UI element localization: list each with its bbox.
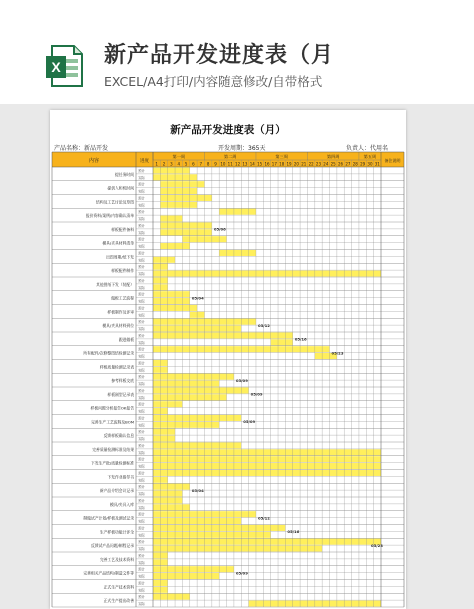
task-name: 跟进做板 xyxy=(118,336,134,342)
plan-bar xyxy=(160,195,211,201)
day-number: 13 xyxy=(242,161,248,167)
day-number: 16 xyxy=(264,161,270,167)
actual-bar xyxy=(160,229,211,235)
actual-label: 实际 xyxy=(138,272,145,277)
plan-label: 预计 xyxy=(138,168,145,173)
task-name: 模具/夹具材料清单 xyxy=(102,240,134,246)
actual-label: 实际 xyxy=(138,450,145,455)
actual-label: 实际 xyxy=(138,560,145,565)
day-number: 17 xyxy=(271,161,277,167)
plan-label: 预计 xyxy=(138,388,145,393)
day-number: 20 xyxy=(293,161,299,167)
plan-label: 预计 xyxy=(138,416,145,421)
column-header-notes: 备注说明 xyxy=(384,158,401,163)
day-number: 27 xyxy=(345,161,351,167)
task-name: 正式生产提出改善 xyxy=(103,598,134,604)
owner-label: 负责人： xyxy=(346,145,371,152)
actual-bar xyxy=(160,216,182,222)
actual-label: 实际 xyxy=(138,505,145,510)
actual-bar xyxy=(153,422,219,428)
plan-bar xyxy=(153,374,234,380)
plan-label: 预计 xyxy=(138,292,145,297)
week-label: 第四周 xyxy=(326,154,340,159)
day-number: 12 xyxy=(235,161,241,167)
day-number: 10 xyxy=(220,161,226,167)
actual-bar xyxy=(153,504,190,510)
period-value: 365天 xyxy=(248,145,266,152)
gantt-grid xyxy=(50,110,406,609)
actual-label: 实际 xyxy=(138,602,145,607)
milestone-date: 05/12 xyxy=(257,515,270,521)
milestone-date: 05/23 xyxy=(371,542,383,548)
actual-label: 实际 xyxy=(138,492,145,497)
actual-bar xyxy=(153,463,381,469)
plan-label: 预计 xyxy=(138,237,145,242)
day-number: 7 xyxy=(199,161,203,167)
plan-bar xyxy=(153,456,381,462)
actual-label: 实际 xyxy=(138,313,145,318)
plan-bar xyxy=(160,222,211,228)
task-name: 参考样板交底 xyxy=(111,378,134,384)
milestone-date: 05/04 xyxy=(191,487,204,493)
plan-label: 预计 xyxy=(138,223,145,228)
plan-label: 预计 xyxy=(138,498,145,503)
milestone-date: 05/23 xyxy=(331,350,344,356)
day-number: 6 xyxy=(192,161,195,167)
actual-label: 实际 xyxy=(138,217,145,222)
actual-label: 实际 xyxy=(138,340,145,345)
task-name: 模具/夹具材料到位 xyxy=(102,323,134,329)
task-name: 完善质量检测标准及结果 xyxy=(92,446,134,452)
day-number: 28 xyxy=(352,161,358,167)
plan-label: 预计 xyxy=(138,581,145,586)
plan-label: 预计 xyxy=(138,375,145,380)
plan-label: 预计 xyxy=(138,278,145,283)
plan-label: 预计 xyxy=(138,333,145,338)
plan-label: 预计 xyxy=(138,553,145,558)
plan-label: 预计 xyxy=(138,485,145,490)
plan-bar xyxy=(153,594,190,600)
plan-label: 预计 xyxy=(138,182,145,187)
milestone-date: 05/16 xyxy=(287,529,300,535)
plan-label: 预计 xyxy=(138,595,145,600)
actual-label: 实际 xyxy=(138,354,145,359)
column-header-content: 内容 xyxy=(88,158,100,164)
actual-bar xyxy=(153,381,219,387)
day-number: 14 xyxy=(249,161,255,167)
task-name: 出图周期/纸下发 xyxy=(106,254,134,260)
task-name: 做板工艺流程 xyxy=(111,295,134,301)
product-label: 产品名称： xyxy=(54,145,85,152)
plan-label: 预计 xyxy=(138,320,145,325)
day-number: 18 xyxy=(279,161,285,167)
plan-label: 预计 xyxy=(138,430,145,435)
task-name: 所有配件/次修整图结检测记录 xyxy=(83,350,134,356)
plan-bar xyxy=(153,539,381,545)
actual-label: 实际 xyxy=(138,588,145,593)
plan-label: 预计 xyxy=(138,540,145,545)
plan-label: 预计 xyxy=(138,265,145,270)
plan-label: 预计 xyxy=(138,402,145,407)
actual-label: 实际 xyxy=(138,368,145,373)
day-number: 4 xyxy=(177,161,181,167)
day-number: 3 xyxy=(170,161,173,167)
actual-bar xyxy=(153,271,381,277)
plan-label: 预计 xyxy=(138,361,145,366)
week-label: 第二周 xyxy=(223,154,237,159)
plan-bar xyxy=(153,470,381,476)
milestone-date: 05/09 xyxy=(235,377,248,383)
task-name: 提供人和机时间 xyxy=(107,185,134,191)
plan-bar xyxy=(219,250,256,256)
task-name: 反馈试产品问题/制程记录 xyxy=(90,543,134,549)
plan-label: 预计 xyxy=(138,306,145,311)
milestone-date: 05/16 xyxy=(294,336,307,342)
actual-label: 实际 xyxy=(138,547,145,552)
actual-label: 实际 xyxy=(138,395,145,400)
task-name: 下发作业指导书 xyxy=(107,474,134,480)
task-name: 反馈样板确认信息 xyxy=(103,433,134,439)
actual-label: 实际 xyxy=(138,533,145,538)
plan-label: 预计 xyxy=(138,251,145,256)
day-number: 31 xyxy=(374,161,380,167)
task-name: 下发生产批/质量检测标准 xyxy=(90,460,134,466)
day-number: 19 xyxy=(286,161,292,167)
week-label: 第三周 xyxy=(275,154,288,159)
day-number: 2 xyxy=(162,161,166,167)
actual-label: 实际 xyxy=(138,203,145,208)
task-name: 样板制作及评审 xyxy=(107,309,134,315)
actual-label: 实际 xyxy=(138,437,145,442)
day-number: 24 xyxy=(323,161,329,167)
actual-bar xyxy=(153,573,219,579)
task-name: 样板配件备料 xyxy=(111,226,134,232)
milestone-date: 05/09 xyxy=(235,570,248,576)
owner-name: 代用名 xyxy=(370,145,389,152)
task-name: 完善生产工艺流程及BOM xyxy=(91,419,134,425)
actual-label: 实际 xyxy=(138,327,145,332)
task-name: 生产样板功能计评全 xyxy=(99,529,134,535)
period-label: 开发周期： xyxy=(218,145,249,152)
milestone-date: 05/09 xyxy=(243,419,256,425)
plan-label: 预计 xyxy=(138,347,145,352)
plan-bar xyxy=(153,332,293,338)
task-name: 报价资料/案例/内容确认清单 xyxy=(85,213,134,219)
task-name: 完善相关产品结构/制造文件等 xyxy=(83,570,134,576)
plan-label: 预计 xyxy=(138,443,145,448)
day-number: 23 xyxy=(315,161,322,167)
plan-label: 预计 xyxy=(138,457,145,462)
day-number: 29 xyxy=(360,161,366,167)
template-title: 新产品开发进度表（月 xyxy=(104,43,335,68)
day-number: 26 xyxy=(338,161,344,167)
actual-label: 实际 xyxy=(138,574,145,579)
actual-bar xyxy=(153,298,190,304)
actual-bar xyxy=(153,449,381,455)
actual-label: 实际 xyxy=(138,464,145,469)
actual-label: 实际 xyxy=(138,299,145,304)
task-name: 其他图纸下发（装配） xyxy=(96,281,134,287)
task-name: 制做试产计划/样板及测试记录 xyxy=(83,515,134,521)
day-number: 9 xyxy=(214,161,217,167)
product-name: 新品开发 xyxy=(84,145,109,152)
column-header-progress: 进度 xyxy=(140,159,149,164)
day-number: 21 xyxy=(301,161,307,167)
actual-label: 实际 xyxy=(138,244,145,249)
spreadsheet-preview[interactable] xyxy=(50,110,406,609)
week-label: 第五周 xyxy=(363,154,377,159)
week-label: 第一周 xyxy=(172,154,186,159)
actual-bar xyxy=(160,188,197,194)
milestone-date: 05/04 xyxy=(191,295,204,301)
plan-bar xyxy=(153,387,249,393)
task-name: 样板质量检测记录表 xyxy=(99,364,134,370)
actual-bar xyxy=(153,546,322,552)
plan-label: 预计 xyxy=(138,471,145,476)
plan-bar xyxy=(153,429,175,435)
plan-bar xyxy=(153,484,190,490)
day-number: 8 xyxy=(206,161,210,167)
excel-icon-letter: X xyxy=(51,59,61,75)
actual-label: 实际 xyxy=(138,285,145,290)
task-name: 模具/夹具入库 xyxy=(109,501,134,507)
actual-label: 实际 xyxy=(138,519,145,524)
actual-bar xyxy=(153,257,175,263)
milestone-date: 05/06 xyxy=(213,226,226,232)
template-header xyxy=(0,0,474,104)
task-name: 样板刚型记录表 xyxy=(107,391,134,397)
plan-label: 预计 xyxy=(138,526,145,531)
plan-label: 预计 xyxy=(138,210,145,215)
plan-label: 预计 xyxy=(138,196,145,201)
sheet-title: 新产品开发进度表（月） xyxy=(170,124,286,136)
day-number: 5 xyxy=(184,161,188,167)
actual-label: 实际 xyxy=(138,478,145,483)
actual-label: 实际 xyxy=(138,423,145,428)
actual-bar xyxy=(160,202,197,208)
task-name: 完善工艺及技术资料 xyxy=(99,556,134,562)
actual-bar xyxy=(271,339,293,345)
task-name: 样板配件制作 xyxy=(111,268,134,274)
task-name: 正式生产技术资料 xyxy=(103,584,134,590)
plan-bar xyxy=(219,209,256,215)
actual-label: 实际 xyxy=(138,175,145,180)
actual-label: 实际 xyxy=(138,189,145,194)
task-name: 结构及工艺讨论及草图 xyxy=(96,199,134,205)
day-number: 15 xyxy=(257,161,263,167)
template-subtitle: EXCEL/A4打印/内容随意修改/自带格式 xyxy=(104,74,323,89)
actual-label: 实际 xyxy=(138,409,145,414)
task-name: 新产品介绍会议记录 xyxy=(99,488,134,494)
day-number: 11 xyxy=(227,161,233,167)
day-number: 30 xyxy=(367,161,373,167)
plan-label: 预计 xyxy=(138,512,145,517)
actual-label: 实际 xyxy=(138,382,145,387)
plan-label: 预计 xyxy=(138,567,145,572)
actual-label: 实际 xyxy=(138,258,145,263)
plan-bar xyxy=(153,566,234,572)
task-name: 提任务时间 xyxy=(115,171,134,177)
excel-file-icon xyxy=(44,44,84,88)
day-number: 25 xyxy=(330,161,336,167)
task-name: 样板问题分析报告OK报告 xyxy=(90,405,134,411)
plan-bar xyxy=(153,167,190,173)
day-number: 22 xyxy=(308,161,314,167)
milestone-date: 05/12 xyxy=(257,322,270,328)
plan-bar xyxy=(153,291,190,297)
day-number: 1 xyxy=(155,161,158,167)
actual-label: 实际 xyxy=(138,230,145,235)
milestone-date: 05/09 xyxy=(250,391,263,397)
actual-bar xyxy=(153,436,175,442)
